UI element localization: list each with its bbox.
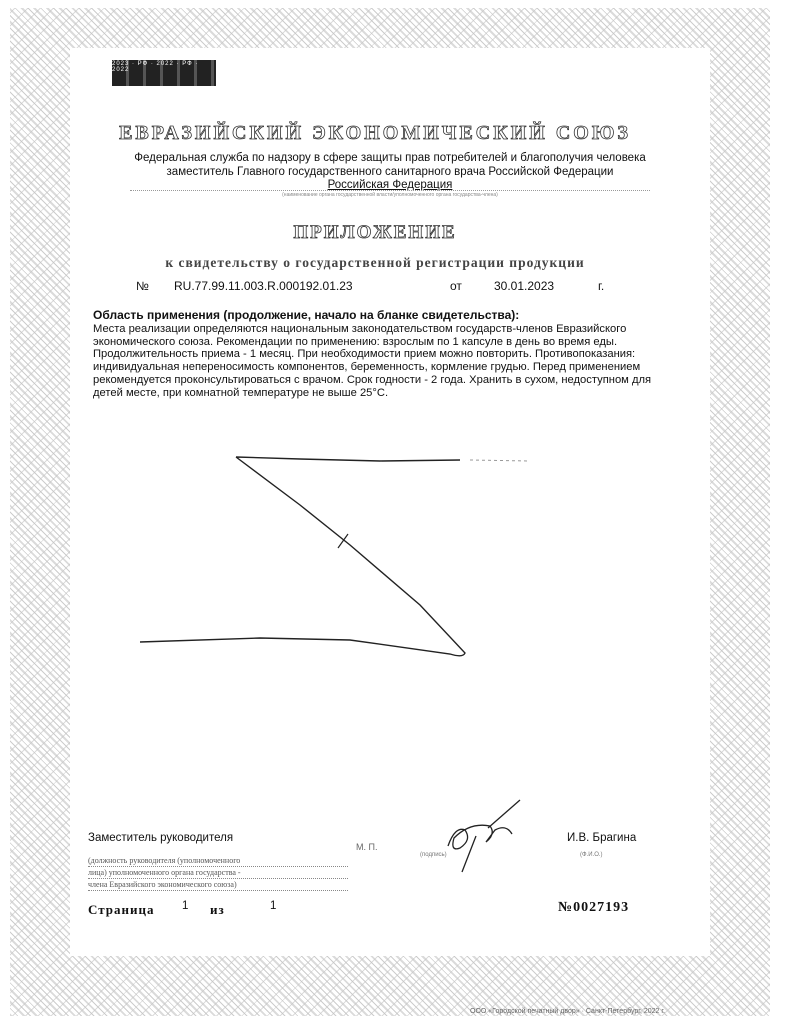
z-stroke	[140, 457, 465, 656]
serial-number: №0027193	[558, 900, 630, 915]
signature-caption: (подпись)	[420, 852, 447, 858]
z-stroke-dash	[470, 460, 530, 461]
number-label: №	[136, 279, 149, 293]
fio-caption: (Ф.И.О.)	[580, 852, 603, 858]
position-caption-line: лица) уполномоченного органа государства -	[88, 867, 348, 879]
stamp-place: М. П.	[356, 842, 378, 852]
agency-line-3: Российская Федерация	[327, 179, 453, 191]
printer-footer: ООО «Городской печатный двор» · Санкт-Петербург, 2022 г.	[470, 1008, 666, 1015]
signatory-name: И.В. Брагина	[567, 832, 637, 844]
position-caption	[88, 855, 348, 891]
page-label: Страница	[88, 902, 155, 917]
date-label: от	[450, 279, 462, 293]
handwritten-signature	[448, 800, 520, 872]
union-title: ЕВРАЗИЙСКИЙ ЭКОНОМИЧЕСКИЙ СОЮЗ	[119, 122, 631, 144]
page-number: 1	[182, 900, 189, 912]
year-suffix: г.	[598, 279, 605, 293]
agency-caption: (наименование органа государственной власти/уполномоченного органа государства-члена)	[130, 190, 650, 198]
section-heading: Область применения (продолжение, начало на бланке свидетельства):	[93, 308, 520, 322]
appendix-subtitle: к свидетельству о государственной регистрации продукции	[165, 255, 585, 270]
certificate-number: RU.77.99.11.003.R.000192.01.23	[174, 279, 353, 293]
agency-line-1: Федеральная служба по надзору в сфере защиты прав потребителей и благополучия человека	[134, 152, 646, 164]
agency-line-2: заместитель Главного государственного санитарного врача Российской Федерации	[166, 165, 614, 178]
signatory-position: Заместитель руководителя	[88, 832, 234, 844]
section-body: Места реализации определяются национальным законодательством государств-членов Евразийского экономического союза. Рекомендации по применению: взрослым по 1 капсуле в день во время еды. Продолжительность приема - 1 месяц. При необходимости прием можно повторить. Противопоказания: индивидуальная непереносимость компонентов, беременность, кормление грудью. Перед применением рекомендуется проконсультироваться с врачом. Срок годности - 2 года. Хранить в сухом, недоступном для детей месте, при комнатной температуре не выше 25°С.	[93, 323, 652, 399]
of-label: из	[210, 902, 225, 917]
logo-text: 2023 · РФ · 2022 · РФ · 2022	[112, 61, 199, 73]
position-caption-line: члена Евразийского экономического союза)	[88, 879, 348, 891]
certificate-date: 30.01.2023	[494, 279, 555, 293]
page-total: 1	[270, 900, 277, 912]
position-caption-line: (должность руководителя (уполномоченного	[88, 855, 348, 867]
appendix-title: ПРИЛОЖЕНИЕ	[293, 222, 457, 243]
